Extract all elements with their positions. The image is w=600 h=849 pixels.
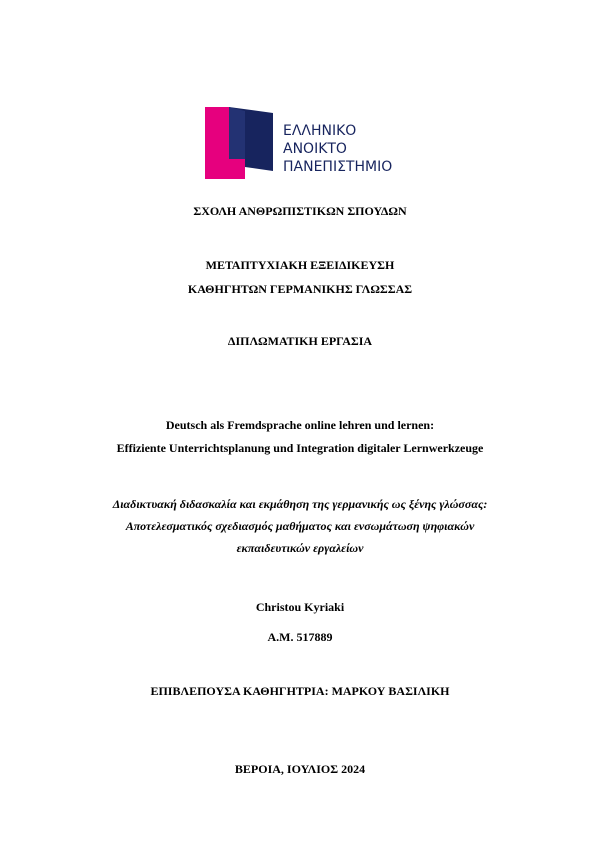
program-line-1: ΜΕΤΑΠΤΥΧΙΑΚΗ ΕΞΕΙΔΙΚΕΥΣΗ bbox=[205, 258, 395, 272]
school-name: ΣΧΟΛΗ ΑΝΘΡΩΠΙΣΤΙΚΩΝ ΣΠΟΥΔΩΝ bbox=[193, 204, 407, 218]
logo-line-1: ΕΛΛΗΝΙΚΟ bbox=[283, 123, 357, 139]
supervisor: ΕΠΙΒΛΕΠΟΥΣΑ ΚΑΘΗΓΗΤΡΙΑ: ΜΑΡΚΟΥ ΒΑΣΙΛΙΚΗ bbox=[150, 684, 450, 698]
title-german-line-1: Deutsch als Fremdsprache online lehren und lernen: bbox=[165, 418, 435, 432]
university-logo-mark-icon bbox=[205, 107, 277, 179]
university-logo bbox=[205, 107, 405, 181]
logo-line-2: ΑΝΟΙΚΤΟ bbox=[283, 141, 347, 157]
logo-line-3: ΠΑΝΕΠΙΣΤΗΜΙΟ bbox=[283, 159, 393, 175]
title-german-line-2: Effiziente Unterrichtsplanung und Integration digitaler Lernwerkzeuge bbox=[116, 441, 484, 455]
university-logo-wordmark bbox=[283, 122, 392, 176]
title-greek-line-2: Αποτελεσματικός σχεδιασμός μαθήματος και ενσωμάτωση ψηφιακών bbox=[125, 519, 475, 533]
author-name: Christou Kyriaki bbox=[255, 600, 345, 614]
program-line-2: ΚΑΘΗΓΗΤΩΝ ΓΕΡΜΑΝΙΚΗΣ ΓΛΩΣΣΑΣ bbox=[187, 282, 413, 296]
thesis-type: ΔΙΠΛΩΜΑΤΙΚΗ ΕΡΓΑΣΙΑ bbox=[227, 334, 373, 348]
place-and-date: ΒΕΡΟΙΑ, ΙΟΥΛΙΟΣ 2024 bbox=[234, 762, 366, 776]
student-id: Α.Μ. 517889 bbox=[267, 630, 333, 644]
title-greek-line-3: εκπαιδευτικών εργαλείων bbox=[236, 541, 364, 555]
title-greek-line-1: Διαδικτυακή διδασκαλία και εκμάθηση της γερμανικής ως ξένης γλώσσας: bbox=[112, 497, 488, 511]
